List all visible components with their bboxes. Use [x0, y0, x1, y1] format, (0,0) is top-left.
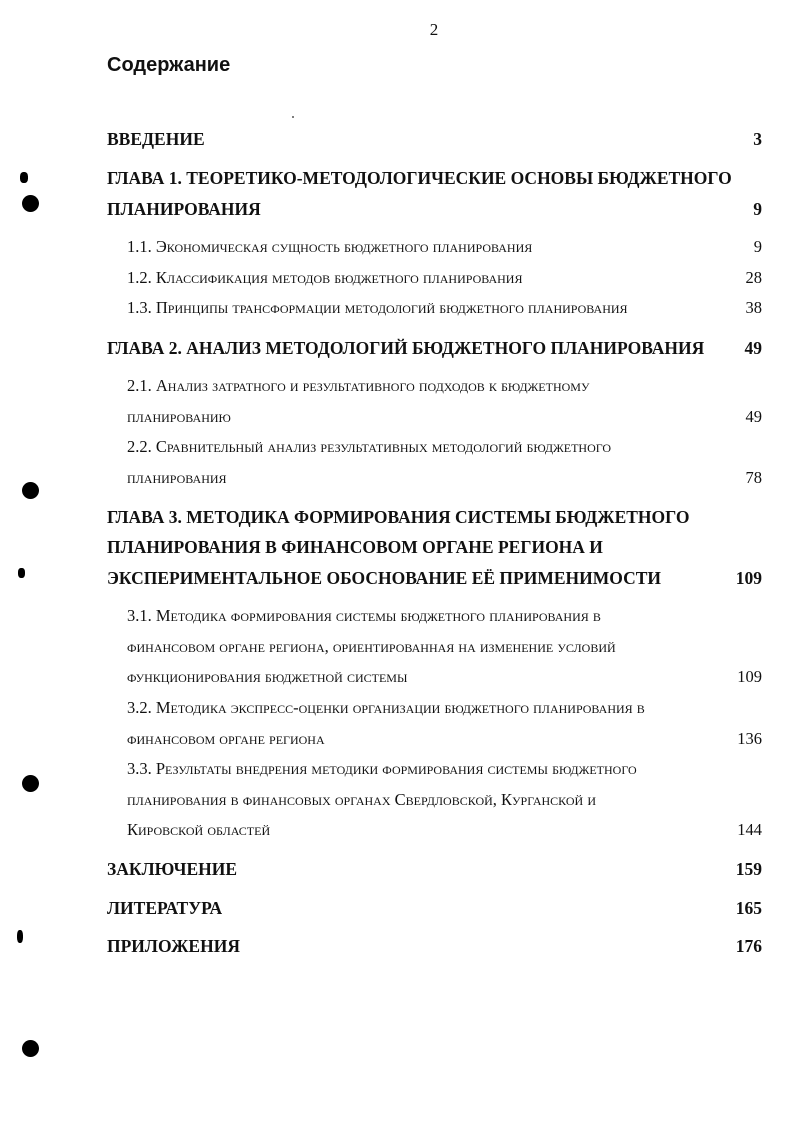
punch-hole [22, 482, 39, 499]
toc-section-2-1-cont[interactable]: планированию [127, 407, 231, 426]
toc-section-2-2[interactable]: 2.2. Сравнительный анализ результативных методологий бюджетного [127, 437, 612, 456]
toc-section-1-2-page: 28 [745, 268, 762, 287]
toc-chapter-3-title-end[interactable]: ЭКСПЕРИМЕНТАЛЬНОЕ ОБОСНОВАНИЕ ЕЁ ПРИМЕНИМОСТИ [107, 568, 662, 588]
toc-section-3-3-cont[interactable]: планирования в финансовых органах Свердловской, Курганской и [127, 790, 596, 809]
punch-hole [22, 1040, 39, 1057]
scan-mark [20, 172, 28, 183]
toc-section-1-1-page: 9 [753, 237, 762, 256]
toc-chapter-1-page: 9 [753, 199, 762, 219]
toc-chapter-2-title[interactable]: ГЛАВА 2. АНАЛИЗ МЕТОДОЛОГИЙ БЮДЖЕТНОГО ПЛАНИРОВАНИЯ [107, 338, 705, 358]
toc-section-3-3-page: 144 [737, 820, 762, 839]
toc-chapter-3-title-cont[interactable]: ПЛАНИРОВАНИЯ В ФИНАНСОВОМ ОРГАНЕ РЕГИОНА И [107, 537, 603, 557]
toc-appendices-page: 176 [735, 936, 762, 956]
toc-conclusion-page: 159 [735, 859, 762, 879]
toc-chapter-1-title-cont[interactable]: ПЛАНИРОВАНИЯ [107, 199, 261, 219]
toc-section-3-1-page: 109 [737, 667, 762, 686]
toc-section-3-1-end[interactable]: функционирования бюджетной системы [127, 667, 408, 686]
scan-mark [17, 930, 23, 943]
toc-chapter-1-title[interactable]: ГЛАВА 1. ТЕОРЕТИКО-МЕТОДОЛОГИЧЕСКИЕ ОСНОВЫ БЮДЖЕТНОГО [107, 168, 732, 188]
toc-literature[interactable]: ЛИТЕРАТУРА [107, 898, 223, 918]
page-number: 2 [429, 20, 439, 39]
toc-section-3-3-end[interactable]: Кировской областей [127, 820, 271, 839]
punch-hole [22, 195, 39, 212]
toc-literature-page: 165 [735, 898, 762, 918]
toc-chapter-3-page: 109 [735, 568, 762, 588]
toc-section-3-2-cont[interactable]: финансовом органе региона [127, 729, 325, 748]
toc-section-2-2-page: 78 [745, 468, 762, 487]
toc-section-2-2-cont[interactable]: планирования [127, 468, 227, 487]
toc-section-2-1-page: 49 [745, 407, 762, 426]
toc-appendices[interactable]: ПРИЛОЖЕНИЯ [107, 936, 240, 956]
toc-section-3-2[interactable]: 3.2. Методика экспресс-оценки организации бюджетного планирования в [127, 698, 645, 717]
toc-section-1-3-page: 38 [745, 298, 762, 317]
scan-mark [18, 568, 25, 578]
toc-conclusion[interactable]: ЗАКЛЮЧЕНИЕ [107, 859, 238, 879]
toc-section-3-1-cont[interactable]: финансовом органе региона, ориентированная на изменение условий [127, 637, 616, 656]
toc-intro[interactable]: ВВЕДЕНИЕ [107, 129, 205, 149]
toc-intro-page: 3 [753, 129, 762, 149]
punch-hole [22, 775, 39, 792]
toc-chapter-3-title[interactable]: ГЛАВА 3. МЕТОДИКА ФОРМИРОВАНИЯ СИСТЕМЫ БЮДЖЕТНОГО [107, 507, 690, 527]
toc-section-3-1[interactable]: 3.1. Методика формирования системы бюджетного планирования в [127, 606, 601, 625]
scan-speck [292, 116, 294, 118]
toc-section-1-3[interactable]: 1.3. Принципы трансформации методологий бюджетного планирования [127, 298, 628, 317]
toc-section-1-1[interactable]: 1.1. Экономическая сущность бюджетного планирования [127, 237, 533, 256]
toc-section-3-2-page: 136 [737, 729, 762, 748]
page-title: Содержание [107, 54, 231, 76]
toc-section-3-3[interactable]: 3.3. Результаты внедрения методики формирования системы бюджетного [127, 759, 637, 778]
toc-section-1-2[interactable]: 1.2. Классификация методов бюджетного планирования [127, 268, 523, 287]
toc-chapter-2-page: 49 [744, 338, 762, 358]
toc-section-2-1[interactable]: 2.1. Анализ затратного и результативного подходов к бюджетному [127, 376, 590, 395]
